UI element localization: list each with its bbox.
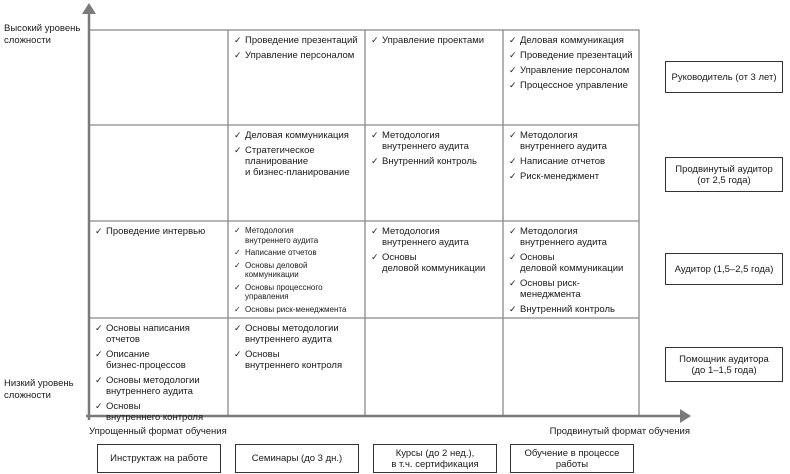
skill-item: [95, 349, 224, 371]
skill-label: Основы методологии внутреннего аудита: [245, 323, 339, 345]
skill-label: Деловая коммуникация: [520, 35, 624, 46]
skill-item: [234, 349, 361, 371]
role-box-senior-auditor: Продвинутый аудитор (от 2,5 года): [665, 157, 783, 192]
skill-item: [234, 283, 361, 302]
checkmark-icon: ✓: [371, 35, 379, 45]
skill-item: [509, 252, 635, 274]
skill-item: [509, 171, 635, 182]
checkmark-icon: ✓: [509, 65, 517, 75]
checkmark-icon: ✓: [95, 375, 103, 385]
skill-label: Управление проектами: [382, 35, 485, 46]
skill-item: [371, 252, 499, 274]
cell-r1-c3: [365, 31, 503, 50]
skill-item: [234, 305, 361, 315]
cell-r3-c1: [89, 222, 228, 241]
skill-label: Основы деловой коммуникации: [245, 260, 308, 279]
skill-list: [234, 323, 361, 371]
checkmark-icon: ✓: [95, 349, 103, 359]
skill-item: [234, 323, 361, 345]
skill-label: Основы процессного управления: [245, 282, 323, 301]
skill-list: [95, 226, 224, 237]
skill-list: [371, 226, 499, 274]
skill-item: [234, 50, 361, 61]
skill-item: [371, 226, 499, 248]
checkmark-icon: ✓: [371, 226, 379, 236]
skill-item: [234, 35, 361, 46]
skill-label: Методология внутреннего аудита: [520, 226, 607, 248]
skill-item: [509, 278, 635, 300]
skill-item: [371, 156, 499, 167]
skill-item: [95, 401, 224, 423]
skill-label: Методология внутреннего аудита: [382, 226, 469, 248]
checkmark-icon: ✓: [509, 130, 517, 140]
skill-label: Основы риск-менеджмента: [245, 304, 347, 314]
role-box-auditor: Аудитор (1,5–2,5 года): [665, 253, 783, 285]
format-box-work-learning: Обучение в процессе работы: [510, 444, 634, 473]
skill-list: [95, 323, 224, 423]
y-axis-high-label: Высокий уровень сложности: [4, 23, 81, 46]
skill-item: [509, 65, 635, 76]
skill-label: Проведение презентаций: [245, 35, 358, 46]
skill-item: [234, 130, 361, 141]
checkmark-icon: ✓: [509, 171, 517, 181]
skill-label: Написание отчетов: [245, 248, 317, 257]
skill-label: Внутренний контроль: [520, 304, 615, 315]
skill-label: Описание бизнес-процессов: [106, 349, 186, 371]
skill-list: [509, 130, 635, 182]
y-axis-low-label: Низкий уровень сложности: [4, 378, 74, 401]
cell-r3-c4: [503, 222, 639, 319]
checkmark-icon: ✓: [509, 278, 517, 288]
skill-label: Методология внутреннего аудита: [382, 130, 469, 152]
cell-r4-c2: [228, 319, 365, 375]
cell-r2-c3: [365, 126, 503, 171]
skill-item: [234, 145, 361, 178]
skill-label: Проведение интервью: [106, 226, 206, 237]
skill-label: Методология внутреннего аудита: [245, 226, 319, 245]
skill-item: [509, 50, 635, 61]
cell-r1-c4: [503, 31, 639, 95]
skill-item: [509, 130, 635, 152]
skill-label: Написание отчетов: [520, 156, 606, 167]
skill-item: [509, 304, 635, 315]
skill-label: Основы деловой коммуникации: [382, 252, 486, 274]
skill-item: [371, 35, 499, 46]
checkmark-icon: ✓: [234, 282, 241, 292]
skill-label: Основы внутреннего контроля: [245, 349, 343, 371]
checkmark-icon: ✓: [234, 226, 241, 235]
cell-r3-c2: [228, 222, 365, 317]
skill-label: Стратегическое планирование и бизнес-планирование: [245, 145, 350, 178]
checkmark-icon: ✓: [234, 145, 242, 155]
skill-list: [509, 35, 635, 91]
x-axis-advanced-label: Продвинутый формат обучения: [549, 426, 690, 437]
checkmark-icon: ✓: [95, 401, 103, 411]
skill-list: [234, 226, 361, 314]
checkmark-icon: ✓: [509, 35, 517, 45]
skill-list: [371, 130, 499, 167]
skill-label: Управление персоналом: [245, 50, 355, 61]
skill-item: [234, 226, 361, 245]
skill-label: Методология внутреннего аудита: [520, 130, 607, 152]
x-axis-simple-label: Упрощенный формат обучения: [89, 426, 227, 437]
cell-r1-c2: [228, 31, 365, 65]
skill-label: Основы риск-менеджмента: [520, 278, 581, 300]
role-box-manager: Руководитель (от 3 лет): [665, 61, 783, 93]
cell-r2-c2: [228, 126, 365, 182]
checkmark-icon: ✓: [234, 349, 242, 359]
checkmark-icon: ✓: [234, 35, 242, 45]
checkmark-icon: ✓: [371, 156, 379, 166]
skill-item: [95, 375, 224, 397]
skill-label: Внутренний контроль: [382, 156, 477, 167]
checkmark-icon: ✓: [509, 80, 517, 90]
skill-label: Основы написания отчетов: [106, 323, 190, 345]
skill-list: [509, 226, 635, 315]
skill-item: [509, 156, 635, 167]
checkmark-icon: ✓: [509, 226, 517, 236]
checkmark-icon: ✓: [509, 252, 517, 262]
format-box-courses: Курсы (до 2 нед.), в т.ч. сертификация: [373, 444, 497, 473]
skill-item: [509, 226, 635, 248]
skill-item: [509, 35, 635, 46]
format-box-seminars: Семинары (до 3 дн.): [235, 444, 359, 473]
checkmark-icon: ✓: [509, 304, 517, 314]
skill-item: [234, 261, 361, 280]
skill-item: [234, 248, 361, 258]
checkmark-icon: ✓: [234, 50, 242, 60]
skill-label: Риск-менеджмент: [520, 171, 600, 182]
checkmark-icon: ✓: [234, 304, 241, 314]
checkmark-icon: ✓: [371, 252, 379, 262]
role-box-assistant-auditor: Помощник аудитора (до 1–1,5 года): [665, 347, 783, 382]
skill-label: Основы методологии внутреннего аудита: [106, 375, 200, 397]
skill-item: [95, 323, 224, 345]
checkmark-icon: ✓: [95, 226, 103, 236]
skill-label: Основы деловой коммуникации: [520, 252, 624, 274]
checkmark-icon: ✓: [234, 248, 241, 257]
checkmark-icon: ✓: [95, 323, 103, 333]
cell-r3-c3: [365, 222, 503, 278]
cell-r2-c4: [503, 126, 639, 186]
checkmark-icon: ✓: [234, 260, 241, 270]
skill-item: [95, 226, 224, 237]
skill-item: [371, 130, 499, 152]
skill-label: Проведение презентаций: [520, 50, 633, 61]
skill-list: [371, 35, 499, 46]
format-box-on-the-job: Инструктаж на работе: [97, 444, 221, 473]
skill-label: Процессное управление: [520, 80, 628, 91]
checkmark-icon: ✓: [509, 156, 517, 166]
skill-list: [234, 35, 361, 61]
skill-label: Управление персоналом: [520, 65, 630, 76]
checkmark-icon: ✓: [234, 323, 242, 333]
checkmark-icon: ✓: [371, 130, 379, 140]
cell-r4-c1: [89, 319, 228, 427]
skill-list: [234, 130, 361, 178]
checkmark-icon: ✓: [234, 130, 242, 140]
skill-label: Основы внутреннего контроля: [106, 401, 204, 423]
checkmark-icon: ✓: [509, 50, 517, 60]
skill-item: [509, 80, 635, 91]
skill-label: Деловая коммуникация: [245, 130, 349, 141]
